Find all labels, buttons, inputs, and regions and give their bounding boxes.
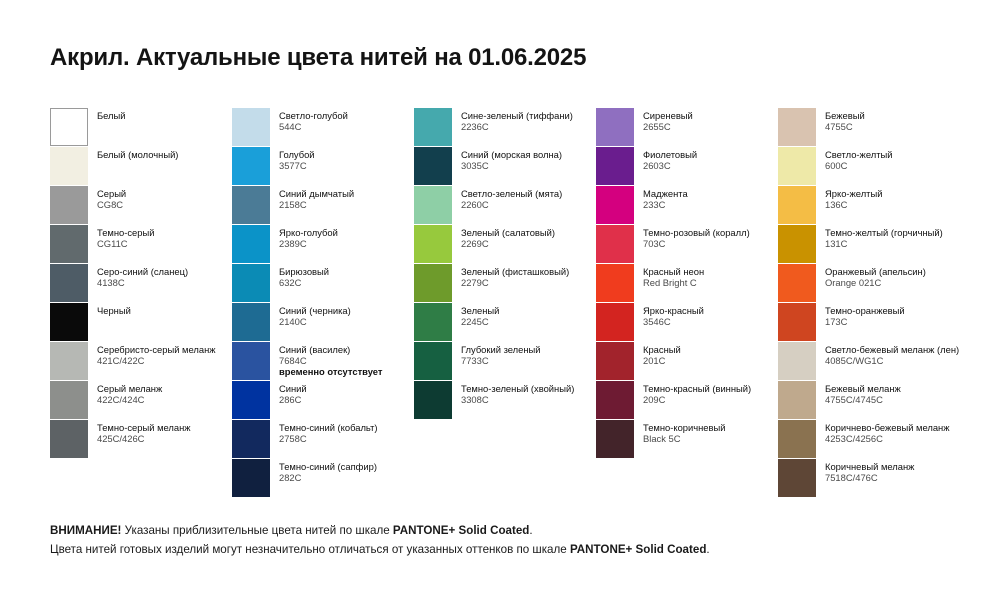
swatch-column: [50, 108, 232, 498]
color-code: 2140C: [279, 316, 307, 328]
swatch-column: [778, 108, 960, 498]
color-swatch-row: [232, 186, 414, 225]
color-swatch-row: [596, 108, 778, 147]
color-labels: [88, 264, 188, 288]
color-swatch-row: [50, 108, 232, 147]
color-name: Белый: [97, 110, 126, 121]
color-name: Голубой: [279, 149, 315, 160]
color-labels: [88, 420, 191, 444]
color-code: 3546C: [643, 316, 671, 328]
color-labels: [634, 147, 697, 171]
color-labels: [452, 303, 499, 327]
color-name: Синий (василек): [279, 344, 351, 355]
color-code: 703C: [643, 238, 666, 250]
color-chip: [778, 225, 816, 263]
color-swatch-row: [596, 381, 778, 420]
color-name: Светло-желтый: [825, 149, 893, 160]
color-swatch-row: [414, 225, 596, 264]
color-labels: [816, 303, 905, 327]
color-name: Ярко-красный: [643, 305, 704, 316]
color-name: Белый (молочный): [97, 149, 179, 160]
color-code: 7518C/476C: [825, 472, 878, 484]
color-availability-note: временно отсутствует: [279, 366, 383, 378]
color-labels: [634, 225, 750, 249]
color-name: Темно-синий (сапфир): [279, 461, 377, 472]
color-labels: [452, 381, 574, 405]
footer-notes: [50, 521, 960, 559]
color-name: Ярко-желтый: [825, 188, 883, 199]
color-chip: [232, 264, 270, 302]
color-name: Ярко-голубой: [279, 227, 338, 238]
color-code: 2269C: [461, 238, 489, 250]
color-swatch-row: [50, 147, 232, 186]
color-labels: [270, 264, 329, 288]
color-labels: [816, 381, 901, 405]
color-name: Серо-синий (сланец): [97, 266, 189, 277]
pantone-reference-1: PANTONE+ Solid Coated: [392, 524, 530, 537]
color-name: Зеленый (салатовый): [461, 227, 555, 238]
color-swatch-row: [414, 186, 596, 225]
color-swatch-row: [232, 342, 414, 381]
color-swatch-row: [596, 342, 778, 381]
color-chip: [596, 264, 634, 302]
color-labels: [634, 420, 725, 444]
footer-line-2-text: Цвета нитей готовых изделий могут незначительно отличаться от указанных оттенков по шкале: [50, 543, 570, 557]
color-chip: [232, 381, 270, 419]
color-code: 544C: [279, 121, 302, 133]
color-swatch-row: [232, 264, 414, 303]
color-swatch-row: [232, 459, 414, 498]
color-chip: [50, 186, 88, 224]
color-chip: [232, 303, 270, 341]
color-swatch-row: [50, 420, 232, 459]
color-code: 4755C/4745C: [825, 394, 883, 406]
color-swatch-row: [232, 147, 414, 186]
color-swatch-row: [414, 303, 596, 342]
color-name: Глубокий зеленый: [461, 344, 541, 355]
color-chip: [778, 459, 816, 497]
color-code: 4085C/WG1C: [825, 355, 884, 367]
footer-line-1-end: .: [529, 524, 533, 537]
color-code: Black 5C: [643, 433, 681, 445]
color-labels: [270, 342, 382, 377]
color-labels: [452, 225, 555, 249]
color-labels: [452, 147, 562, 171]
color-name: Коричневый меланж: [825, 461, 915, 472]
color-chip: [596, 225, 634, 263]
color-name: Темно-коричневый: [643, 422, 726, 433]
color-chip: [414, 108, 452, 146]
color-labels: [270, 186, 354, 210]
color-labels: [270, 303, 351, 327]
color-labels: [88, 108, 126, 121]
color-name: Темно-розовый (коралл): [643, 227, 750, 238]
color-labels: [270, 108, 348, 132]
color-labels: [88, 147, 178, 160]
color-swatch-row: [414, 342, 596, 381]
color-swatch-row: [778, 342, 960, 381]
color-code: 3577C: [279, 160, 307, 172]
color-labels: [270, 381, 307, 405]
color-labels: [816, 264, 926, 288]
color-name: Сине-зеленый (тиффани): [461, 110, 573, 121]
color-chip: [778, 381, 816, 419]
color-swatch-row: [50, 186, 232, 225]
color-labels: [634, 381, 751, 405]
color-code: 3308C: [461, 394, 489, 406]
color-chip: [232, 147, 270, 185]
color-code: 2603C: [643, 160, 671, 172]
color-code: 286C: [279, 394, 302, 406]
swatch-columns: [50, 108, 960, 498]
color-swatch-row: [778, 264, 960, 303]
color-code: 425C/426C: [97, 433, 145, 445]
color-code: 2158C: [279, 199, 307, 211]
color-swatch-row: [596, 303, 778, 342]
color-chip: [232, 108, 270, 146]
color-code: 632C: [279, 277, 302, 289]
footer-line-2: [50, 540, 960, 559]
color-swatch-row: [778, 186, 960, 225]
color-labels: [634, 264, 704, 288]
color-name: Серый меланж: [97, 383, 163, 394]
footer-line-1-text: Указаны приблизительные цвета нитей по шкале: [121, 524, 393, 537]
color-labels: [88, 186, 126, 210]
color-chip: [596, 420, 634, 458]
color-swatch-row: [232, 303, 414, 342]
swatch-column: [232, 108, 414, 498]
color-swatch-row: [50, 225, 232, 264]
color-code: 233C: [643, 199, 666, 211]
color-labels: [634, 186, 688, 210]
color-labels: [270, 459, 377, 483]
color-name: Темно-зеленый (хвойный): [461, 383, 575, 394]
color-name: Бежевый: [825, 110, 865, 121]
color-labels: [816, 459, 914, 483]
color-labels: [634, 108, 693, 132]
color-labels: [88, 381, 162, 405]
color-code: 4755C: [825, 121, 853, 133]
color-swatch-row: [778, 147, 960, 186]
color-name: Темно-серый меланж: [97, 422, 191, 433]
color-chip: [414, 264, 452, 302]
color-code: 131C: [825, 238, 848, 250]
color-code: CG11C: [97, 238, 128, 250]
color-code: Red Bright C: [643, 277, 697, 289]
color-chip: [50, 342, 88, 380]
color-swatch-row: [50, 303, 232, 342]
color-swatch-row: [414, 264, 596, 303]
color-chip: [414, 381, 452, 419]
color-chip: [414, 147, 452, 185]
color-name: Оранжевый (апельсин): [825, 266, 926, 277]
footer-line-1: [50, 521, 960, 540]
color-chip: [50, 147, 88, 185]
color-swatch-row: [414, 108, 596, 147]
color-chip: [50, 303, 88, 341]
color-swatch-row: [50, 264, 232, 303]
color-code: 2279C: [461, 277, 489, 289]
color-swatch-row: [232, 381, 414, 420]
color-chip: [778, 147, 816, 185]
color-name: Сиреневый: [643, 110, 693, 121]
color-code: 201C: [643, 355, 666, 367]
color-name: Маджента: [643, 188, 688, 199]
color-chip: [232, 459, 270, 497]
color-chip: [778, 420, 816, 458]
color-swatch-row: [778, 459, 960, 498]
color-chip: [50, 264, 88, 302]
color-chip: [778, 264, 816, 302]
color-chip: [596, 186, 634, 224]
color-name: Коричнево-бежевый меланж: [825, 422, 950, 433]
color-labels: [816, 147, 892, 171]
color-labels: [816, 342, 959, 366]
color-chip: [414, 225, 452, 263]
color-code: 2389C: [279, 238, 307, 250]
color-chip: [232, 225, 270, 263]
color-swatch-row: [50, 381, 232, 420]
color-code: 2655C: [643, 121, 671, 133]
color-swatch-row: [778, 381, 960, 420]
color-chip: [596, 342, 634, 380]
color-name: Зеленый: [461, 305, 500, 316]
color-labels: [270, 225, 338, 249]
color-labels: [270, 420, 378, 444]
color-swatch-row: [778, 303, 960, 342]
color-labels: [452, 186, 562, 210]
color-code: 3035C: [461, 160, 489, 172]
color-chip: [596, 108, 634, 146]
color-swatch-row: [414, 147, 596, 186]
color-swatch-row: [596, 420, 778, 459]
color-swatch-row: [232, 108, 414, 147]
color-name: Темно-оранжевый: [825, 305, 905, 316]
swatch-column: [596, 108, 778, 498]
color-chip: [778, 303, 816, 341]
color-code: 2236C: [461, 121, 489, 133]
color-chip: [50, 381, 88, 419]
color-code: 600C: [825, 160, 848, 172]
color-chip: [778, 186, 816, 224]
color-name: Темно-серый: [97, 227, 155, 238]
color-name: Синий дымчатый: [279, 188, 355, 199]
color-code: 422C/424C: [97, 394, 145, 406]
color-chip: [414, 303, 452, 341]
color-chip: [596, 381, 634, 419]
color-chip: [596, 147, 634, 185]
color-chip: [50, 108, 88, 146]
color-name: Серый: [97, 188, 127, 199]
color-code: 7733C: [461, 355, 489, 367]
color-labels: [816, 420, 950, 444]
color-code: 282C: [279, 472, 302, 484]
color-name: Синий (морская волна): [461, 149, 563, 160]
color-code: 209C: [643, 394, 666, 406]
color-swatch-row: [596, 225, 778, 264]
color-name: Светло-бежевый меланж (лен): [825, 344, 960, 355]
color-labels: [816, 225, 943, 249]
color-code: 4138C: [97, 277, 125, 289]
color-swatch-row: [596, 264, 778, 303]
color-labels: [88, 342, 216, 366]
color-swatch-row: [778, 108, 960, 147]
swatch-column: [414, 108, 596, 498]
color-name: Серебристо-серый меланж: [97, 344, 216, 355]
color-labels: [452, 342, 541, 366]
color-code: 421C/422C: [97, 355, 145, 367]
color-chip: [414, 186, 452, 224]
color-chip: [50, 420, 88, 458]
color-chip: [232, 186, 270, 224]
color-code: 7684C: [279, 355, 307, 367]
color-name: Темно-синий (кобальт): [279, 422, 378, 433]
color-code: 2245C: [461, 316, 489, 328]
color-labels: [452, 108, 573, 132]
color-name: Синий (черника): [279, 305, 351, 316]
color-chip: [414, 342, 452, 380]
color-name: Синий: [279, 383, 307, 394]
color-chip: [232, 342, 270, 380]
color-labels: [634, 342, 681, 366]
color-code: 2260C: [461, 199, 489, 211]
color-chip: [50, 225, 88, 263]
color-labels: [816, 186, 882, 210]
color-name: Темно-красный (винный): [643, 383, 752, 394]
color-chip: [778, 342, 816, 380]
color-code: 4253C/4256C: [825, 433, 883, 445]
color-code: 173C: [825, 316, 848, 328]
color-swatch-row: [778, 225, 960, 264]
color-name: Светло-голубой: [279, 110, 348, 121]
color-code: 136C: [825, 199, 848, 211]
color-labels: [270, 147, 315, 171]
color-labels: [452, 264, 569, 288]
color-labels: [88, 303, 131, 316]
color-chip: [232, 420, 270, 458]
color-swatch-row: [232, 225, 414, 264]
color-name: Бежевый меланж: [825, 383, 901, 394]
color-name: Темно-желтый (горчичный): [825, 227, 943, 238]
color-swatch-row: [778, 420, 960, 459]
color-name: Красный неон: [643, 266, 705, 277]
color-chip: [596, 303, 634, 341]
color-code: Orange 021C: [825, 277, 882, 289]
color-name: Фиолетовый: [643, 149, 698, 160]
color-name: Бирюзовый: [279, 266, 329, 277]
pantone-reference-2: PANTONE+ Solid Coated: [569, 543, 707, 557]
color-name: Светло-зеленый (мята): [461, 188, 563, 199]
footer-line-2-end: .: [706, 543, 710, 557]
color-name: Зеленый (фисташковый): [461, 266, 570, 277]
color-labels: [634, 303, 704, 327]
color-code: CG8C: [97, 199, 124, 211]
color-code: 2758C: [279, 433, 307, 445]
color-name: Черный: [97, 305, 131, 316]
color-swatch-row: [414, 381, 596, 420]
color-swatch-row: [596, 147, 778, 186]
color-labels: [88, 225, 154, 249]
color-labels: [816, 108, 865, 132]
attention-label: ВНИМАНИЕ!: [50, 524, 122, 537]
page-title: Акрил. Актуальные цвета нитей на 01.06.2025: [50, 44, 587, 71]
color-swatch-row: [50, 342, 232, 381]
color-chip: [778, 108, 816, 146]
color-swatch-row: [596, 186, 778, 225]
color-swatch-row: [232, 420, 414, 459]
color-name: Красный: [643, 344, 681, 355]
